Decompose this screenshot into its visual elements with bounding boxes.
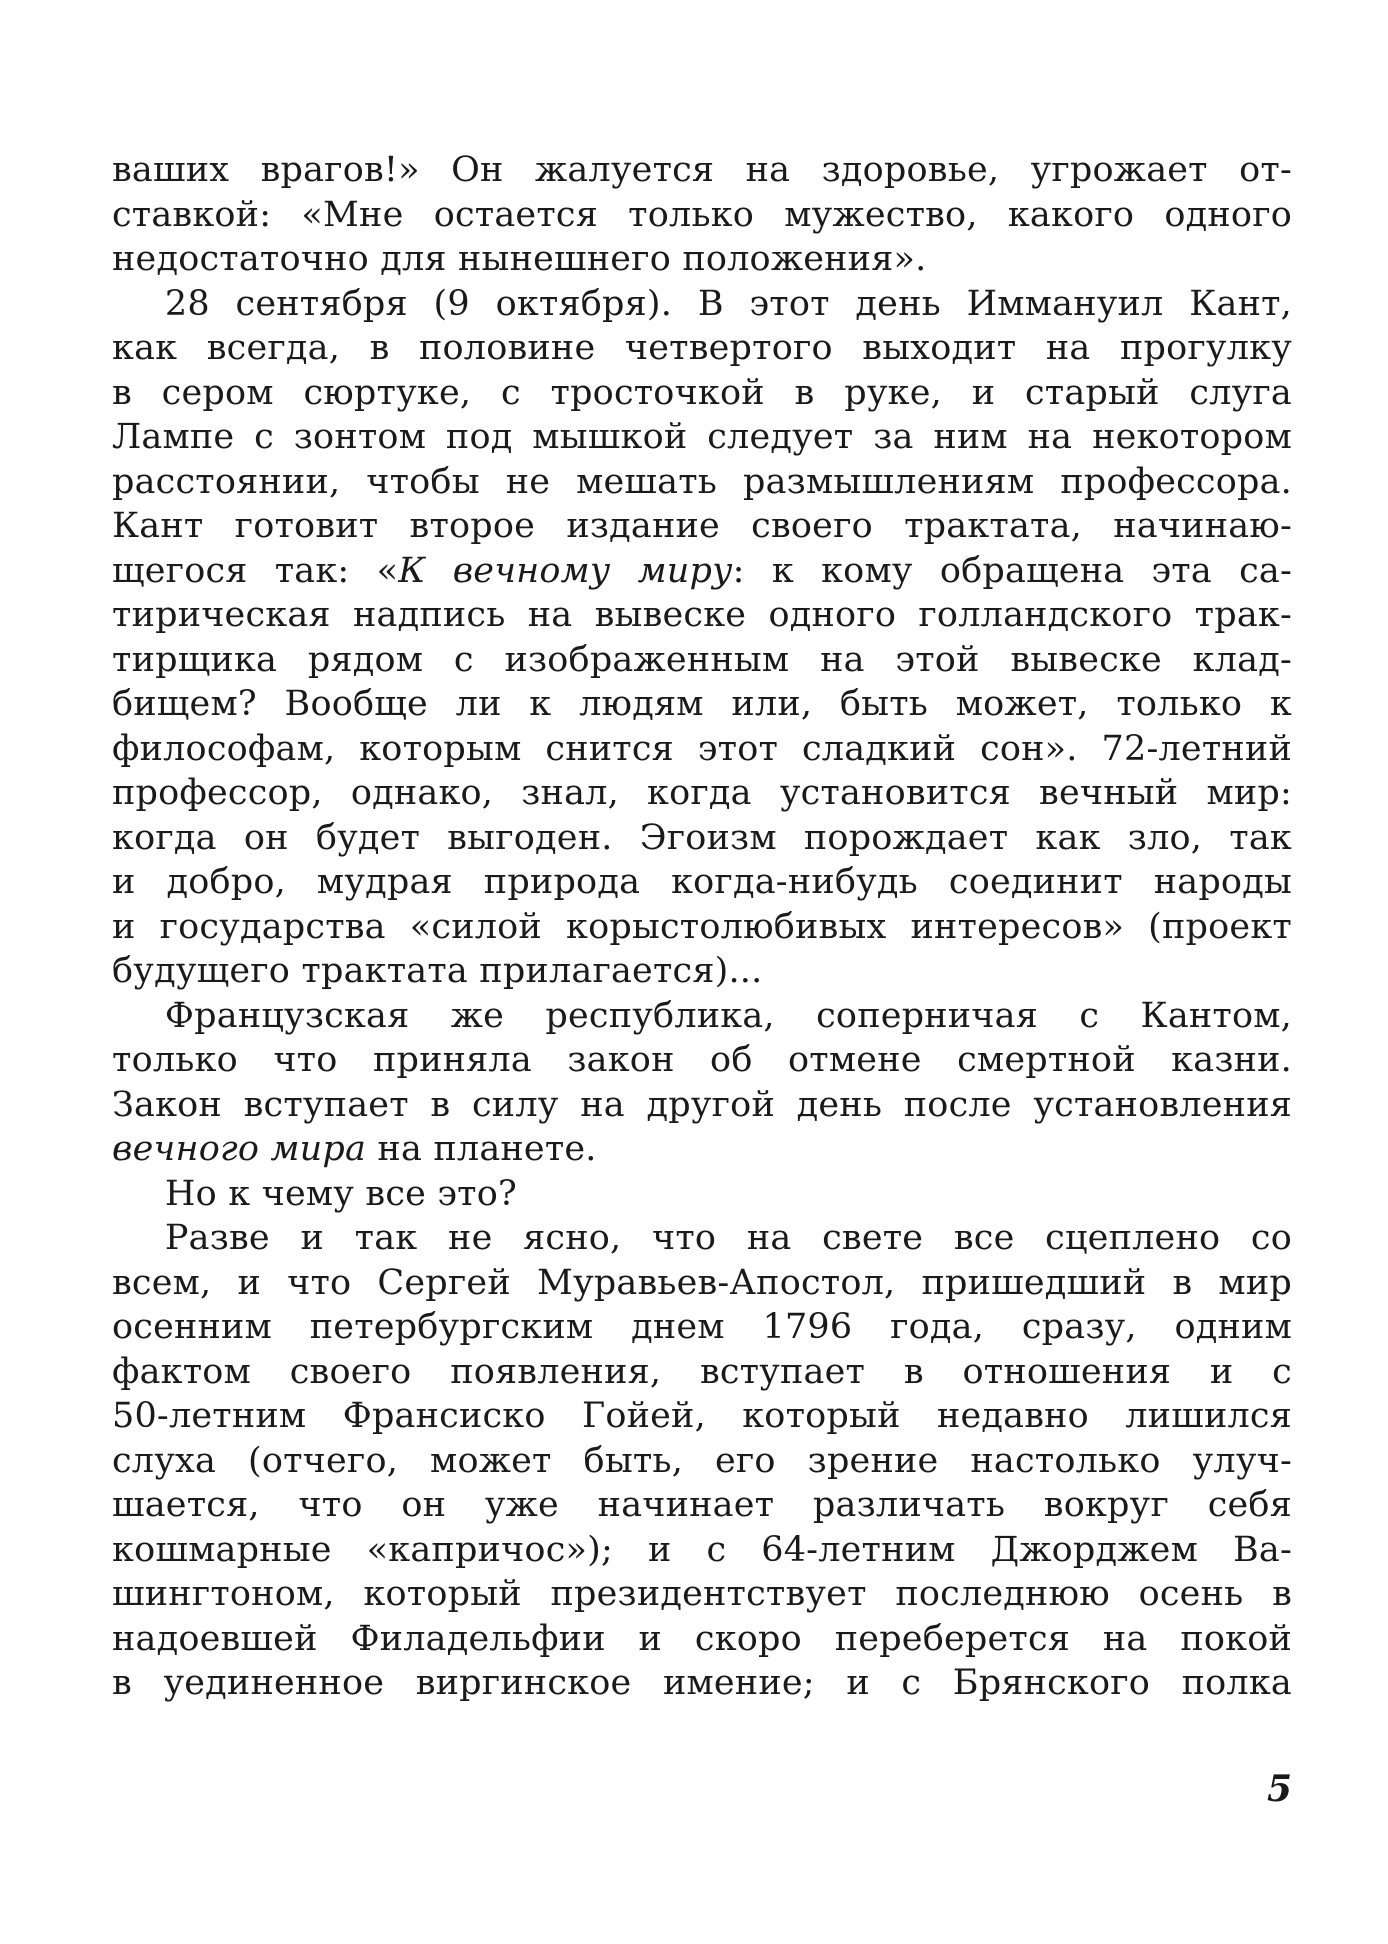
text-line	[112, 1305, 1292, 1350]
text-segment: Кант готовит второе издание своего трактата, начинаю-	[112, 506, 1292, 546]
text-segment: философам, которым снится этот сладкий сон». 72-летний	[112, 728, 1292, 769]
text-line	[112, 237, 1292, 282]
text-line	[112, 193, 1292, 238]
text-line	[112, 1483, 1292, 1528]
text-segment: Но к чему все это?	[112, 1173, 517, 1214]
text-line	[112, 549, 1292, 594]
text-segment: Французская же республика, соперничая с Кантом,	[112, 995, 1292, 1036]
text-line	[112, 1617, 1292, 1662]
text-segment: как всегда, в половине четвертого выходит на прогулку	[112, 328, 1292, 368]
text-segment: в уединенное виргинское имение; и с Брянского полка	[112, 1663, 1292, 1703]
text-segment: фактом своего появления, вступает в отношения и с	[112, 1351, 1292, 1392]
text-segment: бищем? Вообще ли к людям или, быть может, только к	[112, 684, 1292, 724]
text-line	[112, 282, 1292, 327]
text-line	[112, 1528, 1292, 1573]
text-line	[112, 682, 1292, 727]
text-segment: когда он будет выгоден. Эгоизм порождает как зло, так	[112, 817, 1292, 858]
text-line	[112, 949, 1292, 994]
text-segment: шается, что он уже начинает различать вокруг себя	[112, 1485, 1292, 1525]
text-segment: в сером сюртуке, с тросточкой в руке, и старый слуга	[112, 372, 1292, 413]
text-segment: Разве и так не ясно, что на свете все сцеплено со	[112, 1218, 1292, 1258]
page-number: 5	[1266, 1768, 1292, 1810]
text-line	[112, 1394, 1292, 1439]
text-segment: надоевшей Филадельфии и скоро переберется на покой	[112, 1618, 1292, 1659]
text-segment: Закон вступает в силу на другой день после установления	[112, 1084, 1292, 1125]
text-segment: расстоянии, чтобы не мешать размышлениям профессора.	[112, 461, 1292, 502]
text-line	[112, 371, 1292, 416]
text-segment: слуха (отчего, может быть, его зрение настолько улуч-	[112, 1440, 1292, 1481]
text-segment: недостаточно для нынешнего положения».	[112, 239, 927, 279]
text-segment: ваших врагов!» Он жалуется на здоровье, угрожает от-	[112, 150, 1292, 190]
text-line	[112, 1439, 1292, 1484]
text-line	[112, 816, 1292, 861]
text-line	[112, 1038, 1292, 1083]
text-line	[112, 727, 1292, 772]
text-line	[112, 1350, 1292, 1395]
text-line	[112, 504, 1292, 549]
text-line	[112, 905, 1292, 950]
text-segment: 50-летним Франсиско Гойей, который недавно лишился	[112, 1396, 1292, 1436]
text-segment: профессор, однако, знал, когда установится вечный мир:	[112, 773, 1292, 813]
text-line	[112, 415, 1292, 460]
text-line	[112, 326, 1292, 371]
text-line	[112, 460, 1292, 505]
text-segment: 28 сентября (9 октября). В этот день Иммануил Кант,	[112, 283, 1292, 324]
text-segment: будущего трактата прилагается)...	[112, 951, 763, 991]
text-segment: кошмарные «капричос»); и с 64-летним Джорджем Ва-	[112, 1529, 1292, 1570]
text-segment: на планете.	[366, 1129, 597, 1169]
text-segment: только что приняла закон об отмене смертной казни.	[112, 1040, 1292, 1080]
text-segment: : к кому обращена эта са-	[732, 550, 1292, 591]
text-segment: и государства «силой корыстолюбивых интересов» (проект	[112, 906, 1292, 947]
text-segment: щегося так: «	[112, 550, 399, 591]
text-line	[112, 638, 1292, 683]
text-line	[112, 994, 1292, 1039]
text-line	[112, 1661, 1292, 1706]
text-line	[112, 771, 1292, 816]
text-line	[112, 860, 1292, 905]
page-body	[112, 148, 1292, 1706]
text-segment: и добро, мудрая природа когда-нибудь соединит народы	[112, 862, 1292, 902]
text-segment: осенним петербургским днем 1796 года, сразу, одним	[112, 1307, 1292, 1347]
text-segment: тирическая надпись на вывеске одного голландского трак-	[112, 595, 1292, 635]
text-segment: всем, и что Сергей Муравьев-Апостол, пришедший в мир	[112, 1262, 1292, 1303]
text-line	[112, 1261, 1292, 1306]
text-segment: ставкой: «Мне остается только мужество, какого одного	[112, 194, 1292, 235]
text-line	[112, 1127, 1292, 1172]
text-segment: шингтоном, который президентствует последнюю осень в	[112, 1574, 1292, 1614]
italic-text: вечного мира	[112, 1129, 367, 1169]
text-segment: Лампе с зонтом под мышкой следует за ним на некотором	[112, 417, 1292, 457]
text-line	[112, 1083, 1292, 1128]
text-line	[112, 1216, 1292, 1261]
text-segment: тирщика рядом с изображенным на этой вывеске клад-	[112, 639, 1292, 680]
italic-text: К вечному миру	[398, 550, 733, 591]
text-line	[112, 593, 1292, 638]
text-line	[112, 148, 1292, 193]
text-line	[112, 1172, 1292, 1217]
text-line	[112, 1572, 1292, 1617]
